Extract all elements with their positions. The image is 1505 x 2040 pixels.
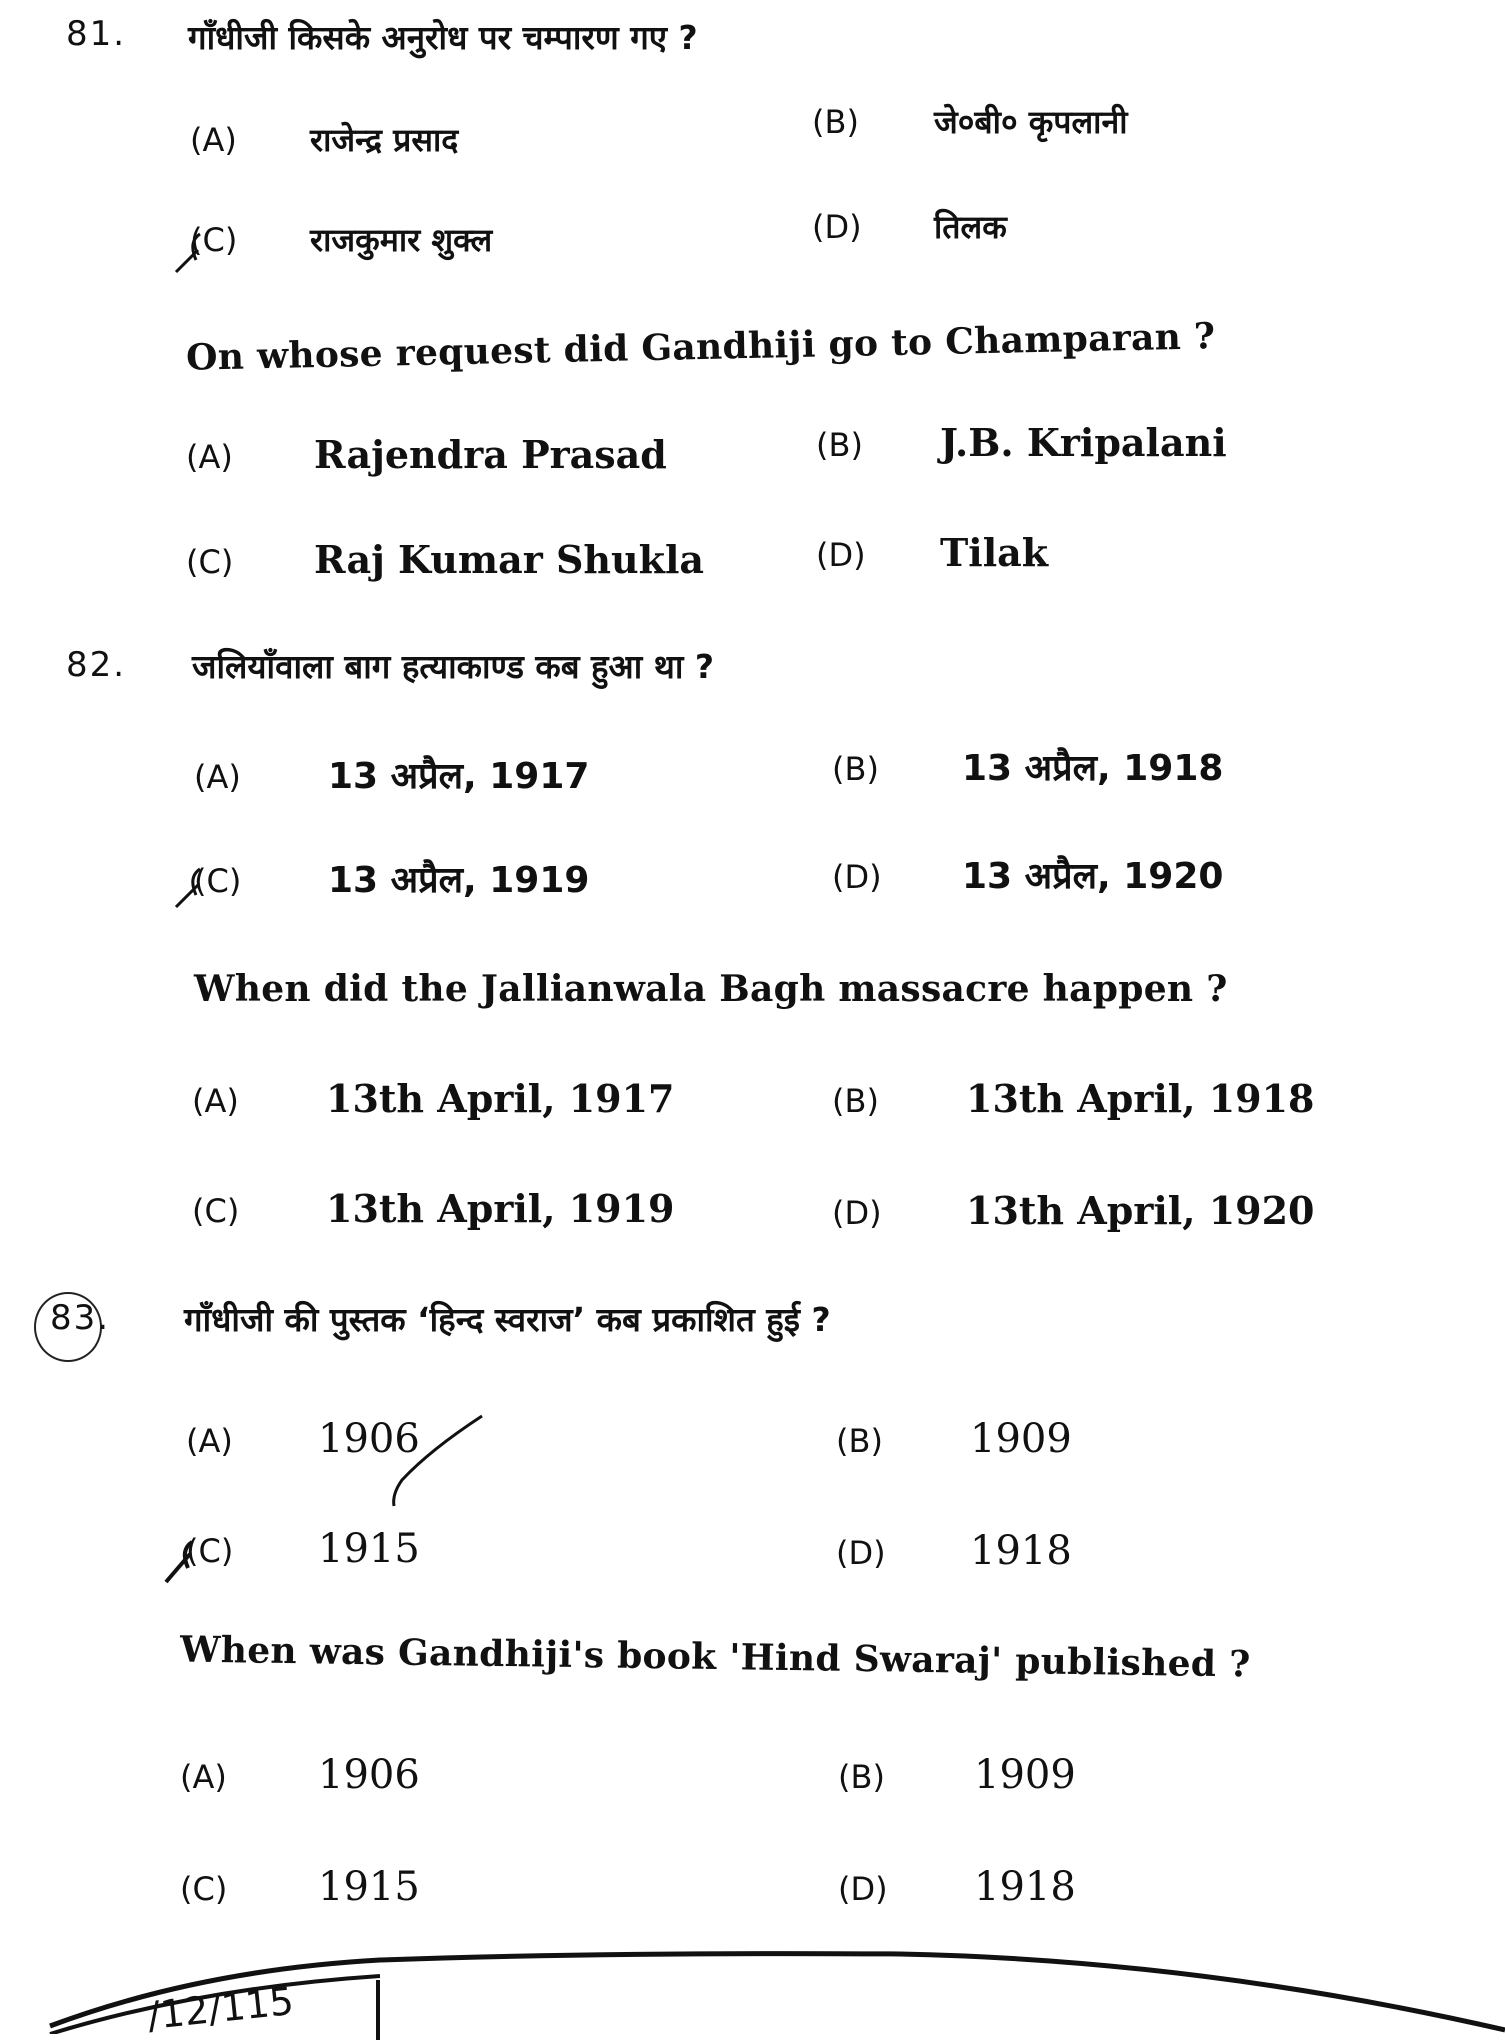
option-a-hindi (190, 118, 458, 161)
option-d-english (832, 1188, 1314, 1233)
option-b-hindi (836, 1416, 1072, 1462)
question-text-english: When was Gandhiji's book 'Hind Swaraj' published ? (179, 1628, 1251, 1686)
option-text: 13th April, 1919 (326, 1186, 675, 1231)
question-text-english: On whose request did Gandhiji go to Champaran ? (185, 315, 1216, 379)
option-letter: (B) (838, 1758, 885, 1796)
footer-code-box (300, 1980, 380, 2040)
option-letter: (C) (192, 1192, 240, 1230)
option-text: 13 अप्रैल, 1917 (328, 756, 590, 797)
option-text: 1918 (970, 1528, 1072, 1574)
option-text: 1909 (970, 1416, 1072, 1462)
option-letter: (C) (194, 862, 242, 900)
option-letter: (A) (194, 758, 241, 796)
option-text: राजेन्द्र प्रसाद (310, 121, 459, 159)
option-text: 13 अप्रैल, 1920 (962, 856, 1224, 897)
option-letter: (B) (836, 1422, 883, 1460)
option-letter: (C) (186, 543, 234, 581)
option-c-english (180, 1864, 420, 1910)
option-c-hindi (190, 218, 492, 261)
option-letter: (B) (812, 103, 859, 141)
option-letter: (D) (838, 1870, 888, 1908)
option-b-english (832, 1076, 1314, 1121)
question-number: 81. (66, 14, 127, 54)
option-a-english (180, 1752, 420, 1798)
option-a-english (192, 1076, 674, 1121)
option-text: 1906 (318, 1416, 420, 1462)
question-number: 83. (50, 1298, 111, 1338)
option-letter: (D) (832, 858, 882, 896)
option-letter: (C) (190, 221, 238, 259)
option-text: तिलक (934, 208, 1007, 246)
option-d-hindi (836, 1528, 1072, 1574)
option-b-english (816, 420, 1227, 465)
option-letter: (A) (190, 121, 237, 159)
option-text: जे०बी० कृपलानी (934, 103, 1128, 141)
option-letter: (A) (186, 438, 233, 476)
option-d-hindi (832, 850, 1223, 899)
option-text: Tilak (940, 530, 1049, 575)
question-text-hindi: जलियाँवाला बाग हत्याकाण्ड कब हुआ था ? (192, 647, 715, 686)
option-text: 13 अप्रैल, 1918 (962, 748, 1224, 789)
option-letter: (C) (180, 1870, 228, 1908)
option-letter: (B) (816, 426, 863, 464)
option-text: राजकुमार शुक्ल (310, 221, 493, 259)
question-text-hindi: गाँधीजी किसके अनुरोध पर चम्पारण गए ? (188, 18, 698, 57)
option-d-english (838, 1864, 1076, 1910)
option-text: 13th April, 1920 (966, 1188, 1315, 1233)
option-letter: (D) (812, 208, 862, 246)
paper-code: /12/115 (145, 1978, 296, 2038)
question-text-hindi: गाँधीजी की पुस्तक ‘हिन्द स्वराज’ कब प्रकाशित हुई ? (184, 1300, 831, 1339)
option-letter: (A) (186, 1422, 233, 1460)
option-d-hindi (812, 205, 1007, 248)
option-b-hindi (832, 742, 1223, 791)
option-b-hindi (812, 100, 1128, 143)
option-c-hindi (194, 854, 589, 903)
option-a-hindi (186, 1416, 420, 1462)
option-c-hindi (186, 1526, 420, 1572)
option-text: 13 अप्रैल, 1919 (328, 860, 590, 901)
option-text: 1906 (318, 1752, 420, 1798)
option-text: 1915 (318, 1864, 420, 1910)
option-letter: (B) (832, 750, 879, 788)
option-letter: (B) (832, 1082, 879, 1120)
option-text: Raj Kumar Shukla (314, 537, 705, 582)
option-letter: (C) (186, 1532, 234, 1570)
option-c-english (186, 537, 704, 582)
option-d-english (816, 530, 1048, 575)
option-letter: (D) (832, 1194, 882, 1232)
option-c-english (192, 1186, 674, 1231)
option-b-english (838, 1752, 1076, 1798)
option-a-english (186, 432, 667, 477)
option-text: 1918 (974, 1864, 1076, 1910)
option-a-hindi (194, 750, 589, 799)
option-letter: (A) (180, 1758, 227, 1796)
option-letter: (D) (816, 536, 866, 574)
option-text: 1915 (318, 1526, 420, 1572)
option-text: J.B. Kripalani (940, 420, 1227, 465)
option-letter: (D) (836, 1534, 886, 1572)
option-text: 1909 (974, 1752, 1076, 1798)
question-text-english: When did the Jallianwala Bagh massacre happen ? (194, 968, 1228, 1010)
option-text: 13th April, 1918 (966, 1076, 1315, 1121)
option-text: 13th April, 1917 (326, 1076, 675, 1121)
question-number: 82. (66, 645, 127, 685)
option-text: Rajendra Prasad (314, 432, 667, 477)
option-letter: (A) (192, 1082, 239, 1120)
